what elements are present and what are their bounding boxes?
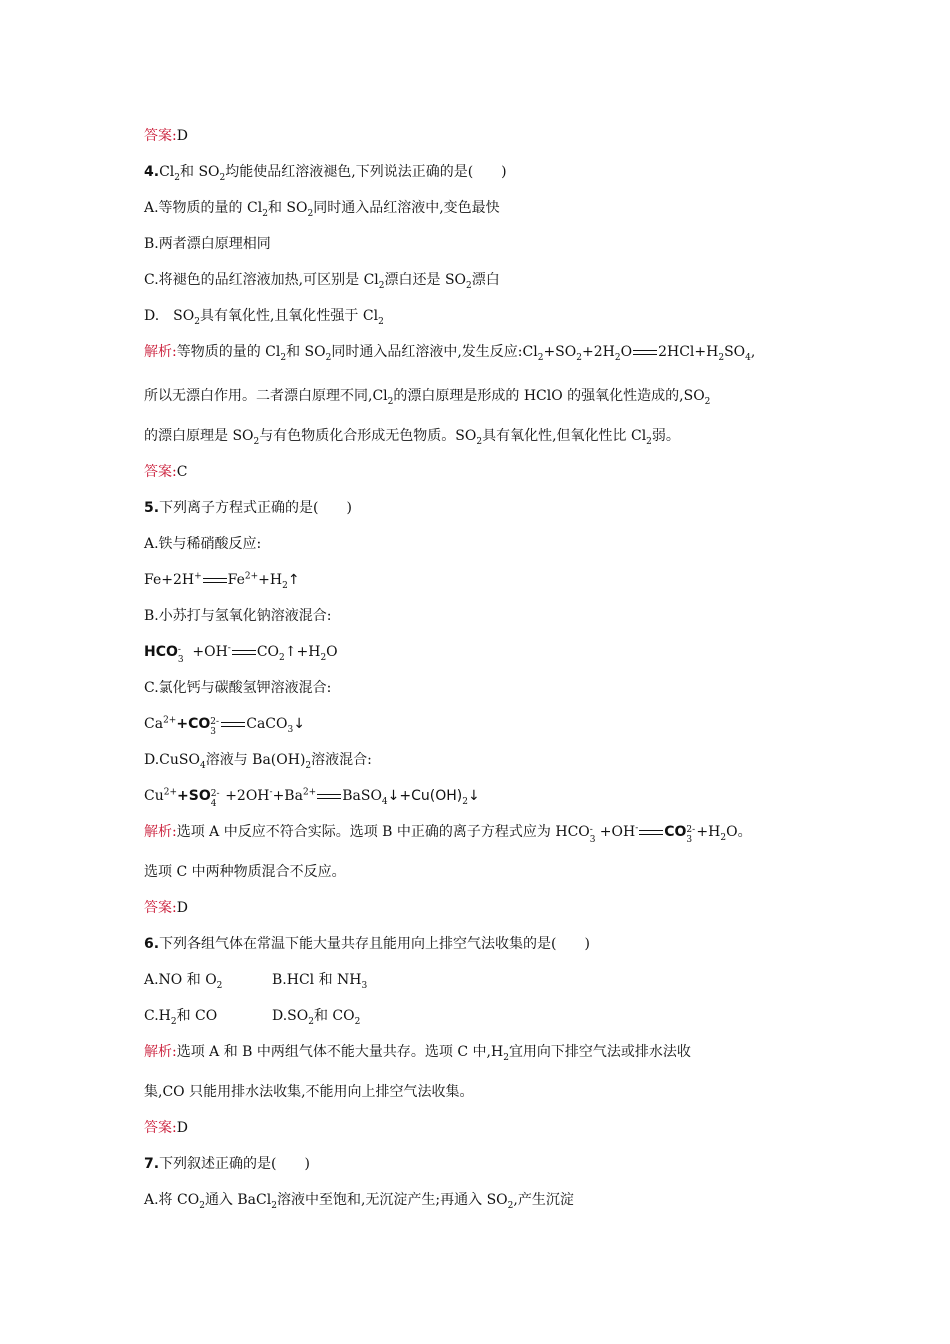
q4-analysis-line3: 的漂白原理是 $SO_2$与有色物质化合形成无色物质。$SO_2$具有氧化性,但氧化性比 $Cl_2$弱。	[144, 428, 680, 447]
q4-stem: $4.Cl_2$和 $SO_2$均能使品红溶液褪色,下列说法正确的是( )	[144, 164, 507, 183]
q4-analysis-line1: 解析:等物质的量的 $Cl_2$和 $SO_2$同时通入品红溶液中,发生反应$:Cl_2+SO_2+2H_2O$ $2HCl+H_2SO_4$,	[144, 344, 756, 363]
q6-options-cd: $C.H_2$和 CO $D.SO_2$和 $CO_2$	[144, 1008, 361, 1027]
q4-option-b: B.两者漂白原理相同	[144, 236, 271, 252]
answer-label: 答案:	[144, 128, 177, 144]
q6-analysis-line1: 解析:选项 A 和 B 中两组气体不能大量共存。选项 C 中$,H_2$宜用向下排空气法或排水法收	[144, 1044, 691, 1063]
q5-equation-b: HCO - 3 +OH- $CO_2↑+H_2O$	[144, 643, 338, 665]
q5-analysis-line1: 解析:选项 A 中反应不符合实际。选项 B 中正确的离子方程式应为 HCO - 3 +OH- CO 2- 3 $+H_2O$。	[144, 823, 752, 845]
q4-option-c: C.将褪色的品红溶液加热,可区别是 $Cl_2$漂白还是 $SO_2$漂白	[144, 272, 500, 291]
q6-options-ab: A.NO 和 $O_2$ B.HCl 和 $NH_3$	[144, 972, 368, 991]
q4-answer: 答案:C	[144, 464, 188, 480]
q3-answer: 答案:D	[144, 128, 188, 144]
q5-option-a: A.铁与稀硝酸反应:	[144, 536, 262, 552]
q5-answer: 答案:D	[144, 900, 188, 916]
analysis-label: 解析:	[144, 344, 177, 360]
q5-stem: 5.下列离子方程式正确的是( )	[144, 500, 352, 516]
q4-option-a: A.等物质的量的 $Cl_2$和 $SO_2$同时通入品红溶液中,变色最快	[144, 200, 500, 219]
q7-option-a: A.将 $CO_2$通入 BaCl$_2$溶液中至饱和,无沉淀产生;再通入 $SO_2$,产生沉淀	[144, 1192, 574, 1211]
q6-stem: 6.下列各组气体在常温下能大量共存且能用向上排空气法收集的是( )	[144, 936, 590, 952]
q5-analysis-line2: 选项 C 中两种物质混合不反应。	[144, 864, 346, 880]
equals-sign	[633, 350, 657, 355]
q5-equation-a: Fe+2H+ $Fe^{2+}+H_2↑$	[144, 571, 300, 591]
q5-option-c: C.氯化钙与碳酸氢钾溶液混合:	[144, 680, 332, 696]
q6-answer: 答案:D	[144, 1120, 188, 1136]
q7-stem: 7.下列叙述正确的是( )	[144, 1156, 310, 1172]
q4-option-d: D. $SO_2$具有氧化性,且氧化性强于 $Cl_2$	[144, 308, 384, 327]
q4-analysis-line2: 所以无漂白作用。二者漂白原理不同$,Cl_2$的漂白原理是形成的 HClO 的强氧化性造成的$,SO_2$	[144, 388, 711, 407]
q5-equation-c: $Ca^{2+}+CO$ 2- 3 CaCO$_3$↓	[144, 715, 305, 737]
q5-option-d: D.CuSO$_4$溶液与 $Ba(OH)_2$溶液混合:	[144, 752, 372, 771]
q6-analysis-line2: 集,CO 只能用排水法收集,不能用向上排空气法收集。	[144, 1084, 474, 1100]
q5-option-b: B.小苏打与氢氧化钠溶液混合:	[144, 608, 332, 624]
q5-equation-d: $Cu^{2+}+SO$ 2- 4 $+2OH^-+Ba^{2+}$ $BaSO_4↓+Cu(OH)_2↓$	[144, 787, 480, 809]
